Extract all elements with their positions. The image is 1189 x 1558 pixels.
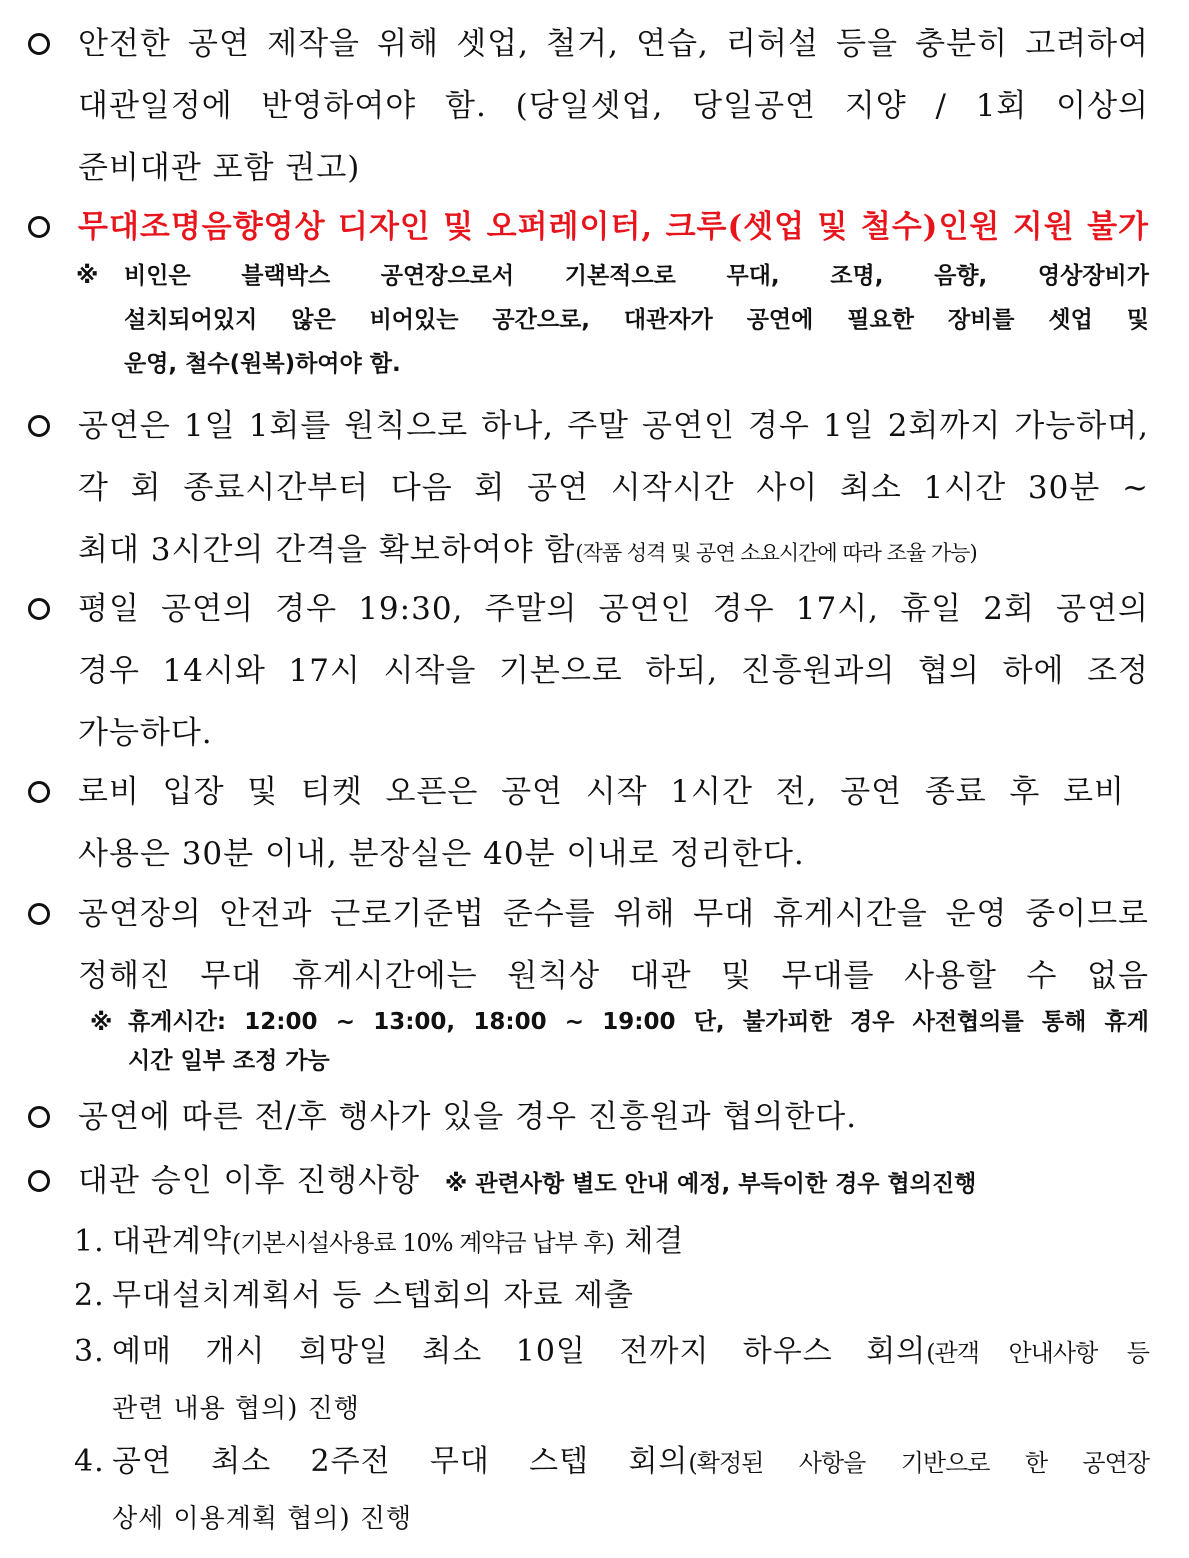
circle-bullet-icon [28,1106,50,1128]
step-item-1 [0,1214,1189,1271]
rule-text-line: 안전한 공연 제작을 위해 셋업, 철거, 연습, 리허설 등을 충분히 고려하여 [78,26,1149,62]
step-text-tail: 체결 [613,1224,685,1259]
rule-text-line [78,1150,1149,1215]
rule-item-start-times [0,578,1189,764]
rule-inline-note: ※ 관련사항 별도 안내 예정, 부득이한 경우 협의진행 [444,1171,977,1197]
rule-text-small: (작품 성격 및 공연 소요시간에 따라 조율 가능) [575,541,977,565]
rule-warning-line: 무대조명음향영상 디자인 및 오퍼레이터, 크루(셋업 및 철수)인원 지원 불가 [78,209,1149,245]
note-text-line: 운영, 철수(원복)하여야 함. [124,351,401,377]
step-text-small: (기본시설사용료 10% 계약금 납부 후) [231,1229,614,1257]
step-text-main: 예매 개시 희망일 최소 10일 전까지 하우스 회의 [112,1334,927,1369]
step-text-line: 무대설치계획서 등 스텝회의 자료 제출 [112,1278,634,1313]
circle-bullet-icon [28,216,50,238]
rule-text-line: 경우 14시와 17시 시작을 기본으로 하되, 진흥원과의 협의 하에 조정 [78,653,1149,689]
rule-item-staff-support [0,196,1189,258]
note-text-line: 휴게시간: 12:00 ~ 13:00, 18:00 ~ 19:00 단, 불가피한 경우 사전협의를 통해 휴게 [128,1009,1149,1035]
circle-bullet-icon [28,1170,50,1192]
step-text-line [112,1324,1149,1381]
rule-text-line: 각 회 종료시간부터 다음 회 공연 시작시간 사이 최소 1시간 30분 ~ [78,470,1149,506]
step-text-main: 대관계약 [112,1224,232,1259]
step-number: 1. [74,1224,105,1259]
step-item-4 [0,1434,1189,1547]
note-text-line: 시간 일부 조정 가능 [128,1048,330,1074]
rule-text-line: 공연에 따른 전/후 행사가 있을 경우 진흥원과 협의한다. [78,1099,858,1135]
rule-text-line [78,519,1149,584]
rule-item-after-approval [0,1150,1189,1215]
note-mark-icon: ※ [90,1010,113,1036]
circle-bullet-icon [28,903,50,925]
circle-bullet-icon [28,415,50,437]
step-number: 2. [74,1278,105,1313]
step-text-small: (관객 안내사항 등 [926,1339,1149,1367]
step-text-main: 공연 최소 2주전 무대 스텝 회의 [112,1444,689,1479]
rule-text-line: 로비 입장 및 티켓 오픈은 공연 시작 1시간 전, 공연 종료 후 로비 [78,774,1125,810]
step-item-3 [0,1324,1189,1437]
rule-text-line: 사용은 30분 이내, 분장실은 40분 이내로 정리한다. [78,836,805,872]
rule-item-rehearsal [0,13,1189,199]
step-number: 4. [74,1444,105,1479]
rule-text-line: 대관일정에 반영하여야 함. (당일셋업, 당일공연 지양 / 1회 이상의 [78,88,1149,124]
step-text-line: 관련 내용 협의) 진행 [112,1394,360,1424]
rule-text-line: 정해진 무대 휴게시간에는 원칙상 대관 및 무대를 사용할 수 없음 [78,958,1149,994]
step-text-small: (확정된 사항을 기반으로 한 공연장 [688,1449,1149,1477]
rule-item-events [0,1086,1189,1148]
step-text-line [112,1434,1149,1491]
step-text-line: 상세 이용계획 협의) 진행 [112,1504,413,1534]
rule-text-main: 대관 승인 이후 진행사항 [78,1163,421,1199]
rule-item-performance-count [0,395,1189,584]
circle-bullet-icon [28,33,50,55]
rule-text-main: 최대 3시간의 간격을 확보하여야 함 [78,532,576,568]
rule-item-break-time [0,883,1189,1007]
rule-note-blackbox [76,254,1189,386]
rule-note-break-hours [90,1001,1189,1079]
rule-text-line: 준비대관 포함 권고) [78,150,361,186]
step-number: 3. [74,1334,105,1369]
rule-text-line: 공연장의 안전과 근로기준법 준수를 위해 무대 휴게시간을 운영 중이므로 [78,896,1149,932]
note-mark-icon: ※ [76,263,99,289]
circle-bullet-icon [28,781,50,803]
note-text-line: 비인은 블랙박스 공연장으로서 기본적으로 무대, 조명, 음향, 영상장비가 [124,263,1149,289]
step-text-line [112,1214,1149,1271]
rule-text-line: 가능하다. [78,715,213,751]
circle-bullet-icon [28,598,50,620]
step-item-2 [0,1268,1189,1324]
rule-text-line: 평일 공연의 경우 19:30, 주말의 공연인 경우 17시, 휴일 2회 공연의 [78,591,1149,627]
rule-text-line: 공연은 1일 1회를 원칙으로 하나, 주말 공연인 경우 1일 2회까지 가능하며, [78,408,1149,444]
rule-item-lobby [0,761,1189,885]
note-text-line: 설치되어있지 않은 비어있는 공간으로, 대관자가 공연에 필요한 장비를 셋업 및 [124,307,1149,333]
